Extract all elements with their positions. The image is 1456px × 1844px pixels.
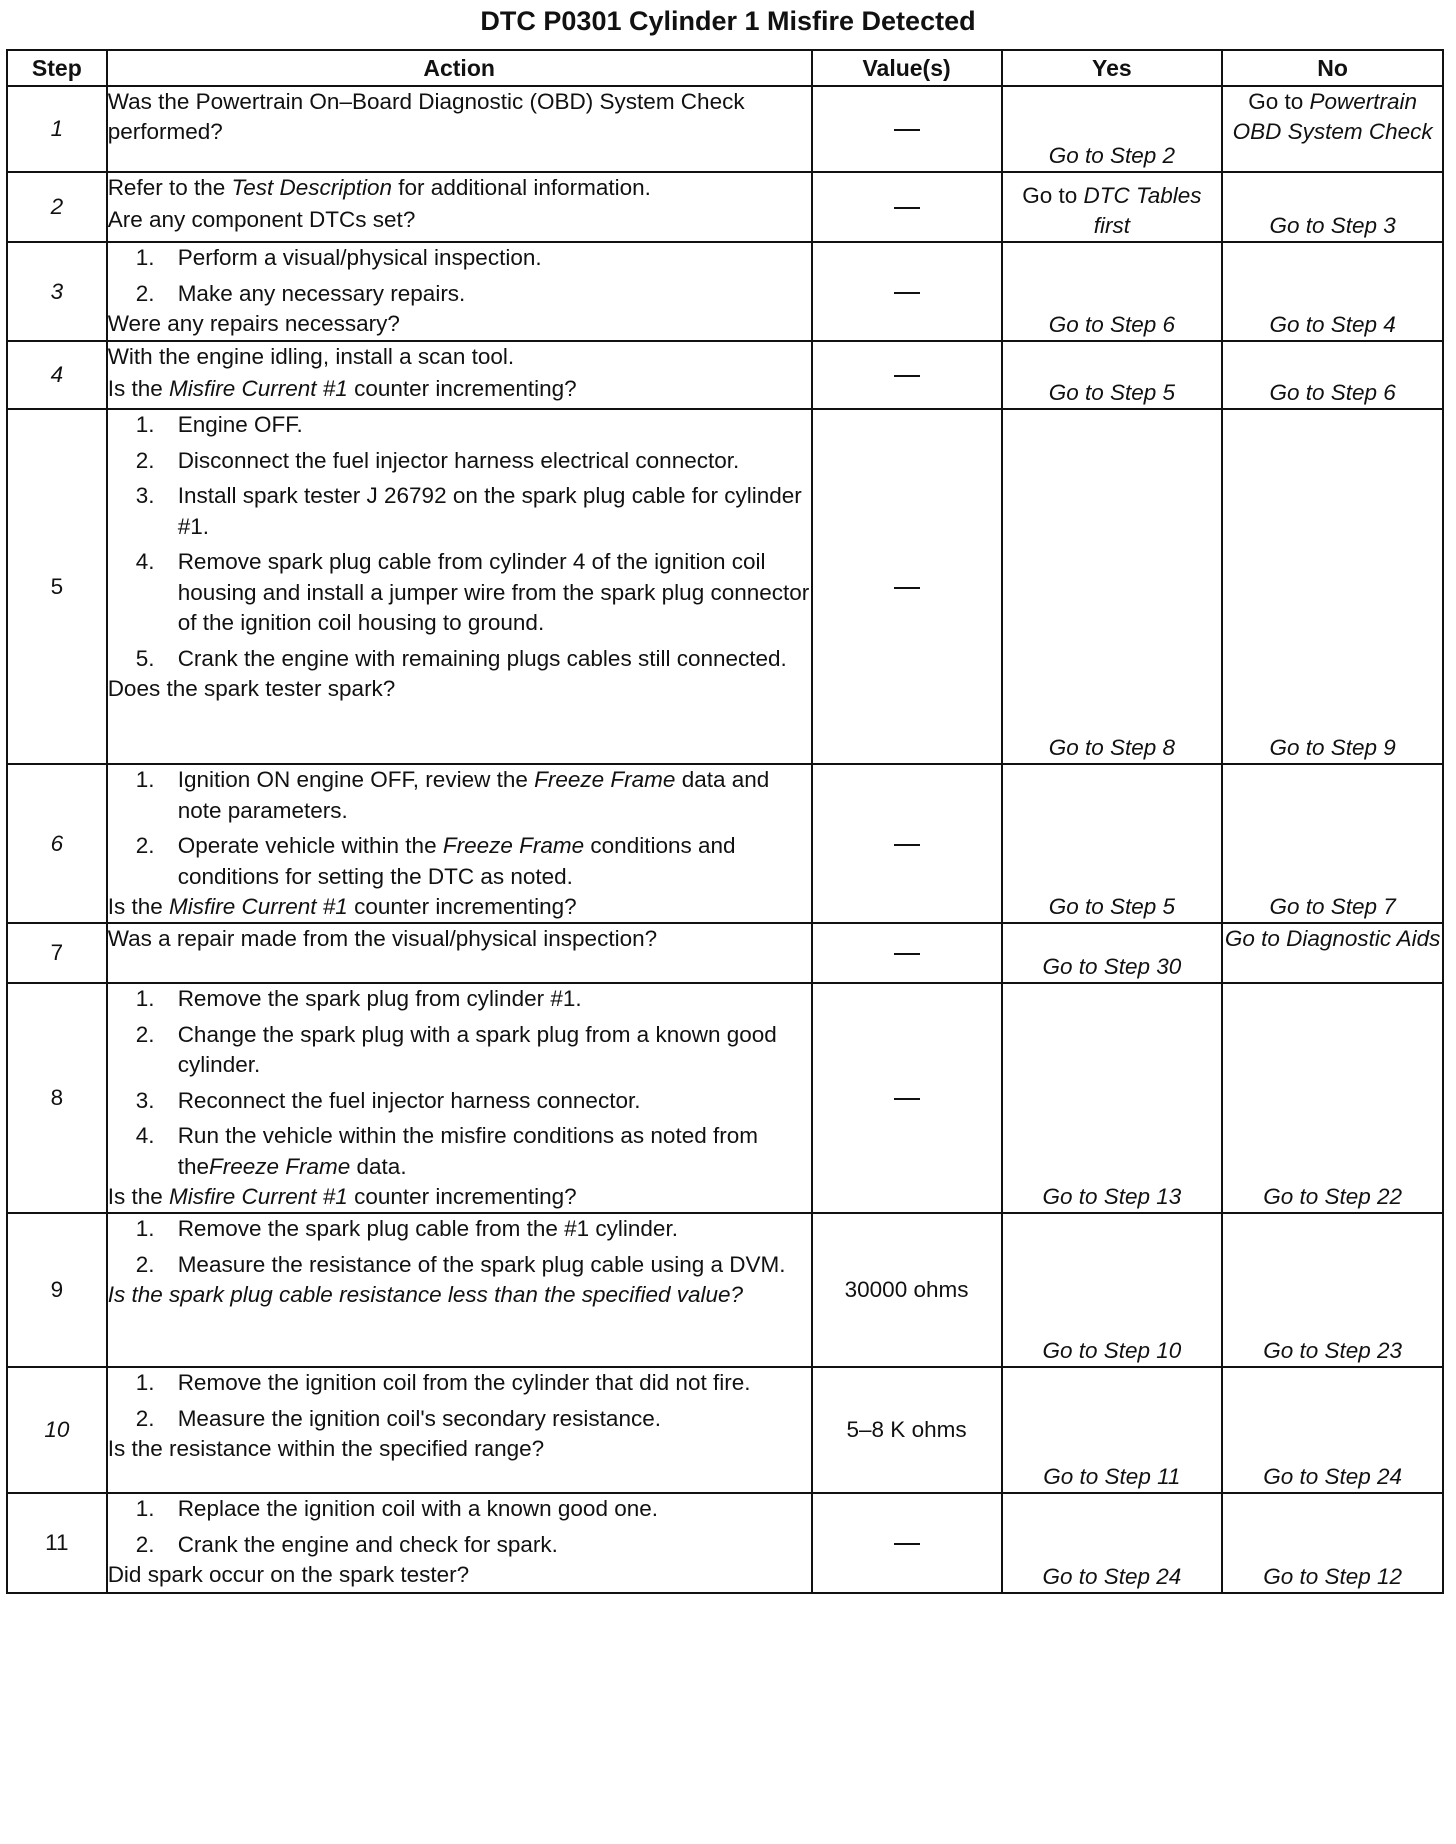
table-row (7, 341, 1443, 409)
action-item: Crank the engine with remaining plugs cables still connected. (177, 645, 787, 671)
yes-link[interactable]: Go to Step 8 (1048, 735, 1176, 760)
no-link[interactable]: Go to Step 3 (1269, 213, 1396, 238)
value-cell (812, 341, 1002, 409)
yes-cell (1002, 86, 1223, 172)
yes-link[interactable]: Go to Step 13 (1042, 1184, 1182, 1209)
step-number: 4 (7, 341, 107, 409)
dash (894, 1543, 920, 1545)
no-cell (1222, 1493, 1443, 1593)
action-cell: 1. Remove the ignition coil from the cylinder that did not fire. 2. Measure the ignition coil's secondary resistance. Is the resistance within the specified range? (107, 1367, 812, 1493)
action-item: Remove the spark plug cable from the #1 cylinder. (177, 1216, 678, 1241)
action-cell (107, 341, 812, 409)
action-cell (107, 923, 812, 983)
action-question: Did spark occur on the spark tester? (107, 1562, 470, 1587)
no-cell (1222, 923, 1443, 983)
yes-link[interactable]: Go to Step 6 (1048, 312, 1176, 337)
action-question: Are any component DTCs set? (107, 207, 416, 232)
no-link[interactable]: Go to Step 24 (1263, 1464, 1403, 1489)
action-cell: 1. Remove the spark plug from cylinder #1. 2. Change the spark plug with a spark plug from a known good cylinder. 3. Reconnect the fuel injector harness connector. 4. Run the vehicle within the misfire conditions as noted from theFreeze Frame data. Is the Misfire Current #1 counter incrementing? (107, 983, 812, 1213)
yes-cell (1002, 1213, 1223, 1367)
action-cell: 1. Perform a visual/physical inspection. 2. Make any necessary repairs. Were any repairs necessary? (107, 242, 812, 341)
action-question: Is the spark plug cable resistance less than the specified value? (107, 1282, 744, 1307)
step-number: 9 (7, 1213, 107, 1367)
no-cell (1222, 983, 1443, 1213)
dash (894, 129, 920, 131)
no-link[interactable]: Go to Step 22 (1263, 1184, 1403, 1209)
table-row (7, 1213, 1443, 1367)
no-link[interactable]: Go to Step 9 (1269, 735, 1396, 760)
action-cell (107, 86, 812, 172)
dash (894, 207, 920, 209)
no-cell (1222, 1367, 1443, 1493)
dash (894, 587, 920, 589)
dash (894, 375, 920, 377)
diagnostic-table (6, 49, 1444, 1594)
table-row (7, 1367, 1443, 1493)
action-intro-lead: Refer to the (107, 175, 226, 200)
action-question: Is the Misfire Current #1 counter incrementing? (107, 1184, 577, 1209)
step-number: 2 (7, 172, 107, 242)
value-cell (812, 242, 1002, 341)
value-cell (812, 923, 1002, 983)
yes-link[interactable]: DTC Tables first (1083, 183, 1202, 238)
value-cell (812, 409, 1002, 764)
no-link[interactable]: Powertrain OBD System Check (1232, 89, 1433, 144)
action-intro: With the engine idling, install a scan tool. (107, 344, 515, 369)
action-cell: 1. Remove the spark plug cable from the #1 cylinder. 2. Measure the resistance of the spark plug cable using a DVM. Is the spark plug cable resistance less than the specified value? (107, 1213, 812, 1367)
action-cell: 1. Replace the ignition coil with a known good one. 2. Crank the engine and check for spark. Did spark occur on the spark tester? (107, 1493, 812, 1593)
yes-cell (1002, 764, 1223, 923)
header-step: Step (7, 50, 107, 86)
yes-link[interactable]: Go to Step 10 (1042, 1338, 1182, 1363)
action-item: Replace the ignition coil with a known good one. (177, 1496, 658, 1521)
value-cell (812, 983, 1002, 1213)
table-row (7, 764, 1443, 923)
step-number: 8 (7, 983, 107, 1213)
yes-cell (1002, 1493, 1223, 1593)
action-item: Change the spark plug with a spark plug from a known good cylinder. (177, 1021, 777, 1077)
no-link[interactable]: Go to Step 23 (1263, 1338, 1403, 1363)
no-cell (1222, 1213, 1443, 1367)
step-number: 11 (7, 1493, 107, 1593)
step-number: 3 (7, 242, 107, 341)
value-cell (812, 1493, 1002, 1593)
action-cell: 1. Ignition ON engine OFF, review the Freeze Frame data and note parameters. 2. Operate vehicle within the Freeze Frame conditions and conditions for setting the DTC as noted. Is the Misfire Current #1 counter incrementing? (107, 764, 812, 923)
yes-cell (1002, 242, 1223, 341)
action-item: Install spark tester J 26792 on the spark plug cable for cylinder #1. (177, 483, 802, 539)
table-row (7, 242, 1443, 341)
action-item: Ignition ON engine OFF, review the Freeze Frame data and note parameters. (177, 767, 770, 823)
no-link-lead[interactable]: Go to (1248, 89, 1304, 114)
yes-link[interactable]: Go to Step 30 (1042, 954, 1182, 979)
action-cell (107, 172, 812, 242)
step-number: 10 (7, 1367, 107, 1493)
action-intro-tail: for additional information. (398, 175, 651, 200)
yes-cell (1002, 1367, 1223, 1493)
dash (894, 844, 920, 846)
action-item: Make any necessary repairs. (177, 280, 466, 306)
dash (894, 953, 920, 955)
action-item: Perform a visual/physical inspection. (177, 245, 542, 270)
no-cell (1222, 86, 1443, 172)
action-item: Remove the ignition coil from the cylinder that did not fire. (177, 1370, 751, 1395)
value-cell (812, 764, 1002, 923)
action-item: Run the vehicle within the misfire conditions as noted from theFreeze Frame data. (177, 1123, 758, 1179)
action-item: Disconnect the fuel injector harness electrical connector. (177, 447, 740, 473)
yes-link-lead[interactable]: Go to (1022, 183, 1078, 208)
header-no: No (1222, 50, 1443, 86)
yes-link[interactable]: Go to Step 11 (1043, 1464, 1181, 1489)
action-question: Is the resistance within the specified range? (107, 1436, 545, 1461)
action-item: Remove spark plug cable from cylinder 4 of the ignition coil housing and install a jumper wire from the spark plug connector of the ignition coil housing to ground. (177, 549, 810, 635)
step-number: 6 (7, 764, 107, 923)
no-link[interactable]: Go to Step 7 (1269, 894, 1396, 919)
no-link[interactable]: Go to Step 4 (1269, 312, 1396, 337)
no-link[interactable]: Go to Diagnostic Aids (1224, 926, 1441, 951)
header-action: Action (107, 50, 812, 86)
yes-link[interactable]: Go to Step 5 (1048, 894, 1176, 919)
action-item: Crank the engine and check for spark. (177, 1531, 558, 1557)
no-cell (1222, 409, 1443, 764)
yes-link[interactable]: Go to Step 24 (1042, 1564, 1182, 1589)
value-cell: 5–8 K ohms (812, 1367, 1002, 1493)
action-cell: 1. Engine OFF. 2. Disconnect the fuel injector harness electrical connector. 3. Install spark tester J 26792 on the spark plug cable for cylinder #1. 4. Remove spark plug cable from cylinder 4 of the ignition coil housing and install a jumper wire from the spark plug connector of the ignition coil housing to ground. 5. Crank the engine with remaining plugs cables still connected. Does the spark tester spark? (107, 409, 812, 764)
yes-link[interactable]: Go to Step 5 (1048, 380, 1176, 405)
action-question: Was a repair made from the visual/physical inspection? (107, 926, 658, 951)
table-row (7, 1493, 1443, 1593)
header-row (7, 50, 1443, 86)
no-cell (1222, 242, 1443, 341)
step-number: 1 (7, 86, 107, 172)
action-question: Is the Misfire Current #1 counter incrementing? (107, 894, 577, 919)
step-number: 5 (7, 409, 107, 764)
action-question: Is the Misfire Current #1 counter incrementing? (107, 376, 577, 401)
table-row (7, 409, 1443, 764)
yes-cell (1002, 172, 1223, 242)
table-row (7, 86, 1443, 172)
page-title: DTC P0301 Cylinder 1 Misfire Detected (480, 6, 976, 36)
yes-cell (1002, 341, 1223, 409)
yes-cell (1002, 983, 1223, 1213)
action-item: Reconnect the fuel injector harness connector. (177, 1087, 641, 1113)
header-values: Value(s) (812, 50, 1002, 86)
table-row (7, 172, 1443, 242)
dash (894, 1098, 920, 1100)
header-yes: Yes (1002, 50, 1223, 86)
action-question: Was the Powertrain On–Board Diagnostic (OBD) System Check performed? (107, 89, 745, 144)
action-item: Engine OFF. (177, 412, 303, 437)
table-row (7, 983, 1443, 1213)
no-cell (1222, 341, 1443, 409)
action-intro-em: Test Description (231, 175, 393, 200)
action-item: Measure the ignition coil's secondary resistance. (177, 1405, 661, 1431)
action-item: Measure the resistance of the spark plug cable using a DVM. (177, 1251, 786, 1277)
action-question: Were any repairs necessary? (107, 311, 400, 336)
action-question: Does the spark tester spark? (107, 676, 396, 701)
value-cell: 30000 ohms (812, 1213, 1002, 1367)
no-link[interactable]: Go to Step 12 (1263, 1564, 1403, 1589)
yes-cell (1002, 409, 1223, 764)
table-row (7, 923, 1443, 983)
yes-cell (1002, 923, 1223, 983)
action-item: Operate vehicle within the Freeze Frame conditions and conditions for setting the DTC as noted. (177, 833, 736, 889)
no-link[interactable]: Go to Step 6 (1269, 380, 1396, 405)
dash (894, 292, 920, 294)
yes-link[interactable]: Go to Step 2 (1048, 143, 1176, 168)
value-cell (812, 86, 1002, 172)
action-item: Remove the spark plug from cylinder #1. (177, 986, 582, 1011)
no-cell (1222, 764, 1443, 923)
value-cell (812, 172, 1002, 242)
step-number: 7 (7, 923, 107, 983)
no-cell (1222, 172, 1443, 242)
